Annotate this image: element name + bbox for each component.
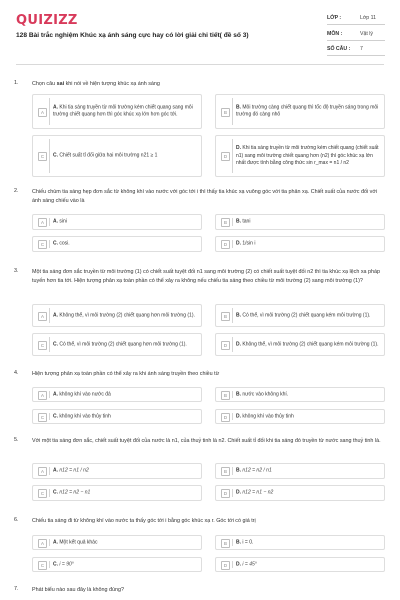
option-text: D. n12 = n1 − n2	[236, 489, 274, 496]
subject-label: MÔN :	[327, 31, 343, 37]
option-text: C. n12 = n2 − n1	[53, 489, 91, 496]
option-letter: D	[221, 341, 230, 350]
option-text: D. không khí vào thủy tinh	[236, 412, 294, 419]
question-number: 4.	[14, 370, 19, 376]
option-text: D. Khi tia sáng truyền từ môi trường kém chiết quang (chiết suất n1) sang môi trường chiết quang hơn (n2) thì góc khúc xạ lớn nhất được tính bằng công thức sin r_max = n1 / n2	[236, 144, 379, 166]
option-a[interactable]	[32, 387, 202, 402]
option-b[interactable]	[215, 535, 385, 550]
option-b[interactable]	[215, 214, 385, 230]
option-text: B. Môi trường càng chiết quang thì tốc độ truyền sáng trong môi trường đó càng nhỏ	[236, 104, 379, 118]
option-letter: C	[38, 561, 47, 570]
divider	[232, 391, 233, 398]
divider	[49, 391, 50, 398]
option-letter: D	[221, 489, 230, 498]
option-a[interactable]	[32, 94, 202, 129]
count-value: 7	[360, 46, 363, 52]
divider	[49, 467, 50, 475]
divider	[327, 55, 385, 56]
question-number: 1.	[14, 80, 19, 86]
divider	[232, 308, 233, 323]
option-text: C. Chiết suất tỉ đối giữa hai môi trường n21 ≥ 1	[53, 152, 158, 159]
option-a[interactable]	[32, 535, 202, 550]
header-divider	[16, 64, 384, 65]
question-number: 3.	[14, 268, 19, 274]
option-letter: D	[221, 413, 230, 422]
option-b[interactable]	[215, 304, 385, 327]
question-text: Với một tia sáng đơn sắc, chiết suất tuyệt đối của nước là n1, của thuỷ tinh là n2. Chiết suất tỉ đối khi tia sáng đó truyền từ nước sang thuỷ tinh là.	[32, 438, 381, 444]
option-letter: D	[221, 561, 230, 570]
option-a[interactable]	[32, 463, 202, 479]
option-letter: B	[221, 218, 230, 227]
option-text: A. Khi tia sáng truyền từ môi trường kém chiết quang sang môi trường chiết quang hơn thì góc khúc xạ lớn hơn góc tới.	[53, 104, 193, 118]
header	[0, 0, 400, 66]
option-letter: A	[38, 539, 47, 548]
question-text: Một tia sáng đơn sắc truyền từ môi trường (1) có chiết suất tuyệt đối n1 sang môi trường (2) có chiết suất tuyệt đối n2 thì tia khúc xạ lệch xa pháp tuyến hơn tia tới. Hiện tượng phản xạ toàn phần có thể xảy ra không nếu chiếu tia sáng theo chiều từ môi trường (2) sang môi trường (1)?	[32, 269, 381, 284]
divider	[49, 240, 50, 248]
divider	[232, 98, 233, 125]
option-letter: C	[38, 489, 47, 498]
option-b[interactable]	[215, 463, 385, 479]
divider	[232, 561, 233, 568]
divider	[49, 98, 50, 125]
option-letter: D	[221, 152, 230, 161]
question-number: 2.	[14, 188, 19, 194]
option-d[interactable]	[215, 236, 385, 252]
option-text: B. Có thể, vì môi trường (2) chiết quang kém môi trường (1).	[236, 311, 371, 318]
class-value: Lớp 11	[360, 15, 376, 21]
option-text: B. nước vào không khí.	[236, 390, 289, 397]
option-text: C. cosi.	[53, 240, 70, 247]
option-letter: B	[221, 391, 230, 400]
quizizz-logo: QUIZIZZ	[16, 13, 78, 28]
option-c[interactable]	[32, 236, 202, 252]
subject-value: Vật lý	[360, 31, 373, 37]
option-d[interactable]	[215, 135, 385, 177]
divider	[49, 218, 50, 226]
divider	[49, 539, 50, 546]
option-a[interactable]	[32, 214, 202, 230]
option-text: B. tani	[236, 218, 251, 225]
question-text: Chiếu tia sáng đi từ không khí vào nước ta thấy góc tới i bằng góc khúc xạ r. Góc tới có giá trị	[32, 518, 256, 524]
option-text: C. i = 90°	[53, 560, 74, 567]
option-b[interactable]	[215, 94, 385, 129]
option-d[interactable]	[215, 409, 385, 424]
divider	[232, 240, 233, 248]
option-text: D. i = 45°	[236, 560, 257, 567]
divider	[232, 218, 233, 226]
option-text: D. Không thể, vì môi trường (2) chiết quang kém môi trường (1).	[236, 340, 379, 347]
divider	[232, 139, 233, 173]
divider	[327, 40, 385, 41]
option-c[interactable]	[32, 333, 202, 356]
divider	[232, 413, 233, 420]
question-number: 7.	[14, 586, 19, 592]
option-d[interactable]	[215, 557, 385, 572]
option-letter: B	[221, 467, 230, 476]
option-text: A. Không thể, vì môi trường (2) chiết quang hơn môi trường (1).	[53, 311, 195, 318]
count-label: SỐ CÂU :	[327, 46, 351, 52]
option-text: D. 1/sin i	[236, 240, 256, 247]
question-number: 5.	[14, 437, 19, 443]
divider	[232, 337, 233, 352]
option-text: C. Có thể, vì môi trường (2) chiết quang hơn môi trường (1).	[53, 340, 187, 347]
option-text: C. không khí vào thủy tinh	[53, 412, 111, 419]
option-letter: C	[38, 341, 47, 350]
divider	[49, 337, 50, 352]
question-text: Chiếu chùm tia sáng hẹp đơn sắc từ không khí vào nước với góc tới i thì thấy tia khúc xạ vuông góc với tia phản xạ. Chiết suất của nước đối với ánh sáng chiếu vào là	[32, 189, 378, 204]
option-letter: C	[38, 240, 47, 249]
divider	[232, 539, 233, 546]
option-letter: B	[221, 312, 230, 321]
option-letter: B	[221, 108, 230, 117]
option-b[interactable]	[215, 387, 385, 402]
option-d[interactable]	[215, 333, 385, 356]
question-number: 6.	[14, 517, 19, 523]
class-label: LỚP :	[327, 15, 342, 21]
divider	[49, 489, 50, 497]
question-text: Hiện tượng phản xạ toàn phần có thể xảy ra khi ánh sáng truyền theo chiều từ	[32, 371, 220, 377]
divider	[232, 489, 233, 497]
option-letter: A	[38, 391, 47, 400]
option-text: A. Một kết quả khác	[53, 538, 98, 545]
option-c[interactable]	[32, 485, 202, 501]
option-letter: A	[38, 312, 47, 321]
divider	[49, 561, 50, 568]
option-letter: A	[38, 108, 47, 117]
divider	[49, 139, 50, 173]
option-letter: C	[38, 413, 47, 422]
question-text: Chọn câu sai khi nói về hiện tượng khúc xạ ánh sáng	[32, 81, 160, 87]
option-c[interactable]	[32, 135, 202, 177]
option-letter: A	[38, 467, 47, 476]
option-text: A. n12 = n1 / n2	[53, 467, 89, 474]
option-c[interactable]	[32, 409, 202, 424]
divider	[327, 24, 385, 25]
divider	[232, 467, 233, 475]
question-text: Phát biểu nào sau đây là không đúng?	[32, 587, 125, 593]
divider	[49, 308, 50, 323]
option-letter: C	[38, 152, 47, 161]
divider	[49, 413, 50, 420]
option-text: B. n12 = n2 / n1	[236, 467, 272, 474]
option-d[interactable]	[215, 485, 385, 501]
page-title: 128 Bài trắc nghiệm Khúc xạ ánh sáng cực hay có lời giải chi tiết( đề số 3)	[16, 32, 249, 39]
option-text: B. i = 0.	[236, 538, 254, 545]
option-a[interactable]	[32, 304, 202, 327]
option-c[interactable]	[32, 557, 202, 572]
option-letter: A	[38, 218, 47, 227]
option-text: A. không khí vào nước đá	[53, 390, 111, 397]
option-letter: B	[221, 539, 230, 548]
option-letter: D	[221, 240, 230, 249]
option-text: A. sini	[53, 218, 67, 225]
